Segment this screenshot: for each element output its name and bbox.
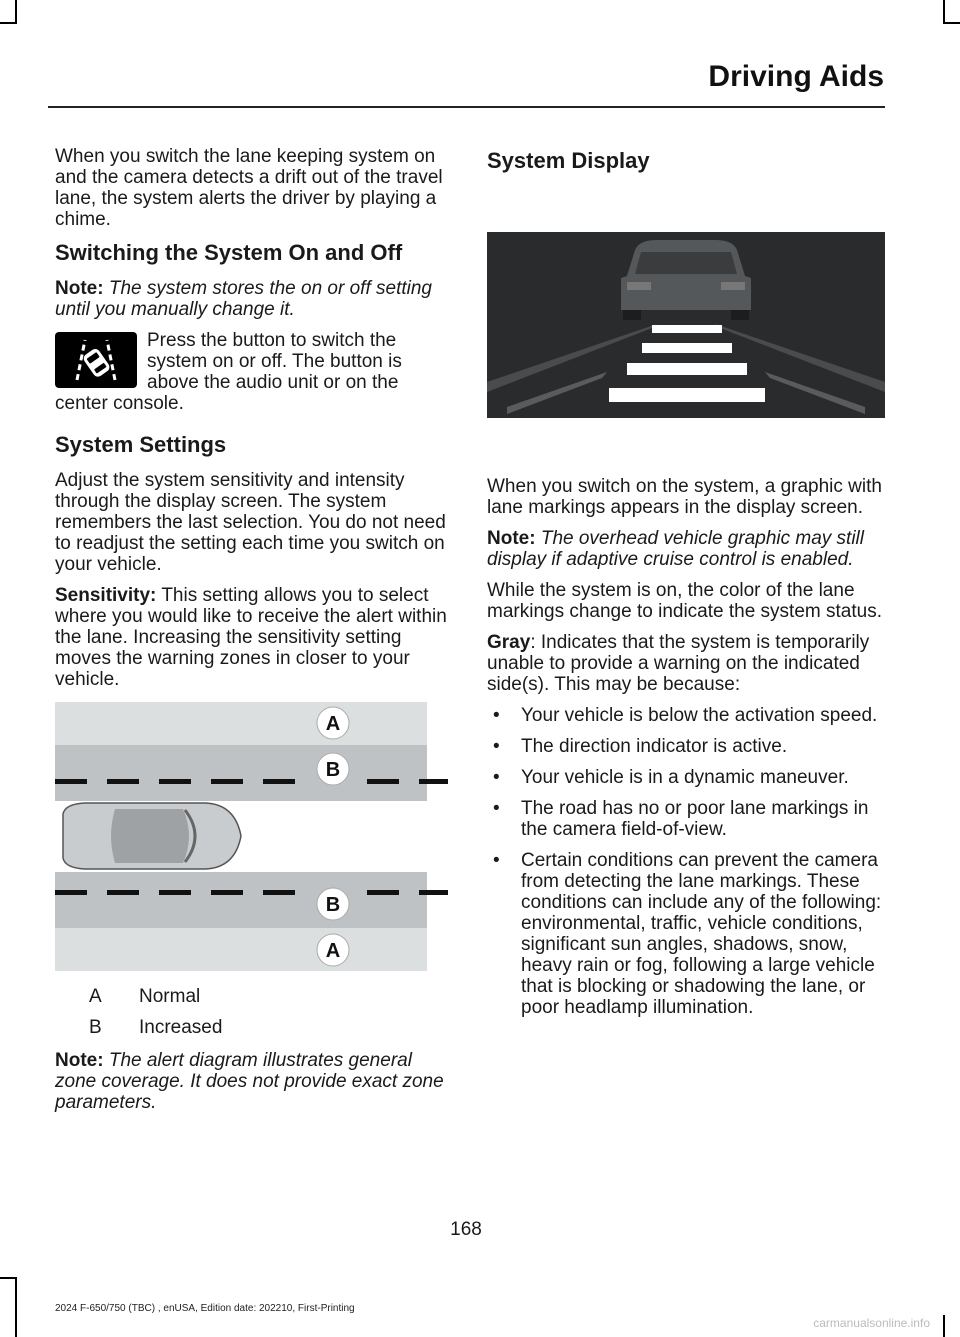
gray-label: Gray (487, 632, 531, 653)
intro-paragraph: When you switch the lane keeping system on and the camera detects a drift out of the travel lane, the system alerts the driver by playing a chime. (55, 146, 443, 230)
gray-paragraph (487, 632, 885, 695)
crop-mark (943, 0, 945, 24)
footer-edition: 2024 F-650/750 (TBC) , enUSA, Edition date: 202210, First-Printing (55, 1303, 355, 1314)
sensitivity-text: This setting allows you to select where you would like to receive the alert within the lane. Increasing the sensitivity setting moves the warning zones in closer to your vehicle. (55, 585, 447, 690)
legend-value: Increased (139, 1017, 223, 1038)
note-text: The system stores the on or off setting until you manually change it. (55, 278, 432, 320)
lane-keeping-button-icon (55, 332, 137, 388)
heading-switching-on-off: Switching the System On and Off (55, 240, 403, 265)
header-divider (48, 106, 885, 108)
gray-text: : Indicates that the system is temporarily unable to provide a warning on the indicated side(s). This may be because: (487, 632, 870, 695)
heading-system-settings: System Settings (55, 432, 227, 457)
crop-mark (0, 1277, 17, 1279)
list-item: • Certain conditions can prevent the camera from detecting the lane markings. These conditions can include any of the following: environmental, traffic, vehicle conditions, significant sun angles, shadows, snow, heavy rain or fog, following a large vehicle that is blocking or shadowing the lane, or poor headlamp illumination. (487, 850, 885, 1018)
display-paragraph: When you switch on the system, a graphic with lane markings appears in the display screen. (487, 476, 882, 518)
legend-value: Normal (139, 986, 201, 1007)
crop-mark (0, 22, 17, 24)
watermark: carmanualsonline.info (813, 1316, 930, 1330)
list-item: • Your vehicle is below the activation speed. (487, 705, 885, 726)
zone-legend (55, 986, 448, 1038)
crop-mark (943, 22, 960, 24)
note-diagram (55, 1050, 448, 1113)
zone-label-a-top: A (325, 713, 341, 735)
lead-vehicle-icon (621, 240, 751, 320)
crop-mark (15, 1277, 17, 1337)
button-instruction (55, 330, 448, 424)
sensitivity-paragraph (55, 585, 448, 690)
legend-row-a (55, 986, 448, 1007)
status-paragraph: While the system is on, the color of the lane markings change to indicate the system status. (487, 580, 882, 622)
press-button-text: Press the button to switch the system on or off. The button is above the audio unit or on the center console. (55, 330, 402, 414)
right-column (487, 146, 885, 1028)
page-title: Driving Aids (708, 60, 884, 93)
list-item: • The road has no or poor lane markings in the camera field-of-view. (487, 798, 885, 840)
crop-mark (943, 1315, 945, 1337)
legend-row-b (55, 1017, 448, 1038)
note-text: The overhead vehicle graphic may still display if adaptive cruise control is enabled. (487, 528, 865, 570)
note-storage (55, 278, 448, 320)
note-label: Note: (55, 1050, 104, 1071)
list-item: • Your vehicle is in a dynamic maneuver. (487, 767, 885, 788)
warning-zone-diagram (55, 702, 448, 972)
gray-reasons-list (487, 705, 885, 1018)
note-label: Note: (55, 278, 104, 299)
legend-key: B (89, 1017, 102, 1038)
page-number: 168 (450, 1219, 482, 1240)
sensitivity-label: Sensitivity: (55, 585, 157, 606)
left-column (55, 146, 448, 1123)
lane-display-graphic (487, 232, 885, 418)
car-top-view-icon (63, 803, 241, 869)
settings-paragraph: Adjust the system sensitivity and intensity through the display screen. The system remembers the last selection. You do not need to readjust the setting each time you switch on your vehicle. (55, 470, 446, 575)
zone-label-b-bottom: B (325, 894, 341, 916)
list-item: • The direction indicator is active. (487, 736, 885, 757)
heading-system-display: System Display (487, 148, 650, 173)
note-overhead (487, 528, 885, 570)
zone-label-a-bottom: A (325, 940, 341, 962)
crop-mark (15, 0, 17, 24)
note-label: Note: (487, 528, 536, 549)
note-text: The alert diagram illustrates general zone coverage. It does not provide exact zone parameters. (55, 1050, 444, 1113)
zone-label-b-top: B (325, 759, 341, 781)
legend-key: A (89, 986, 102, 1007)
